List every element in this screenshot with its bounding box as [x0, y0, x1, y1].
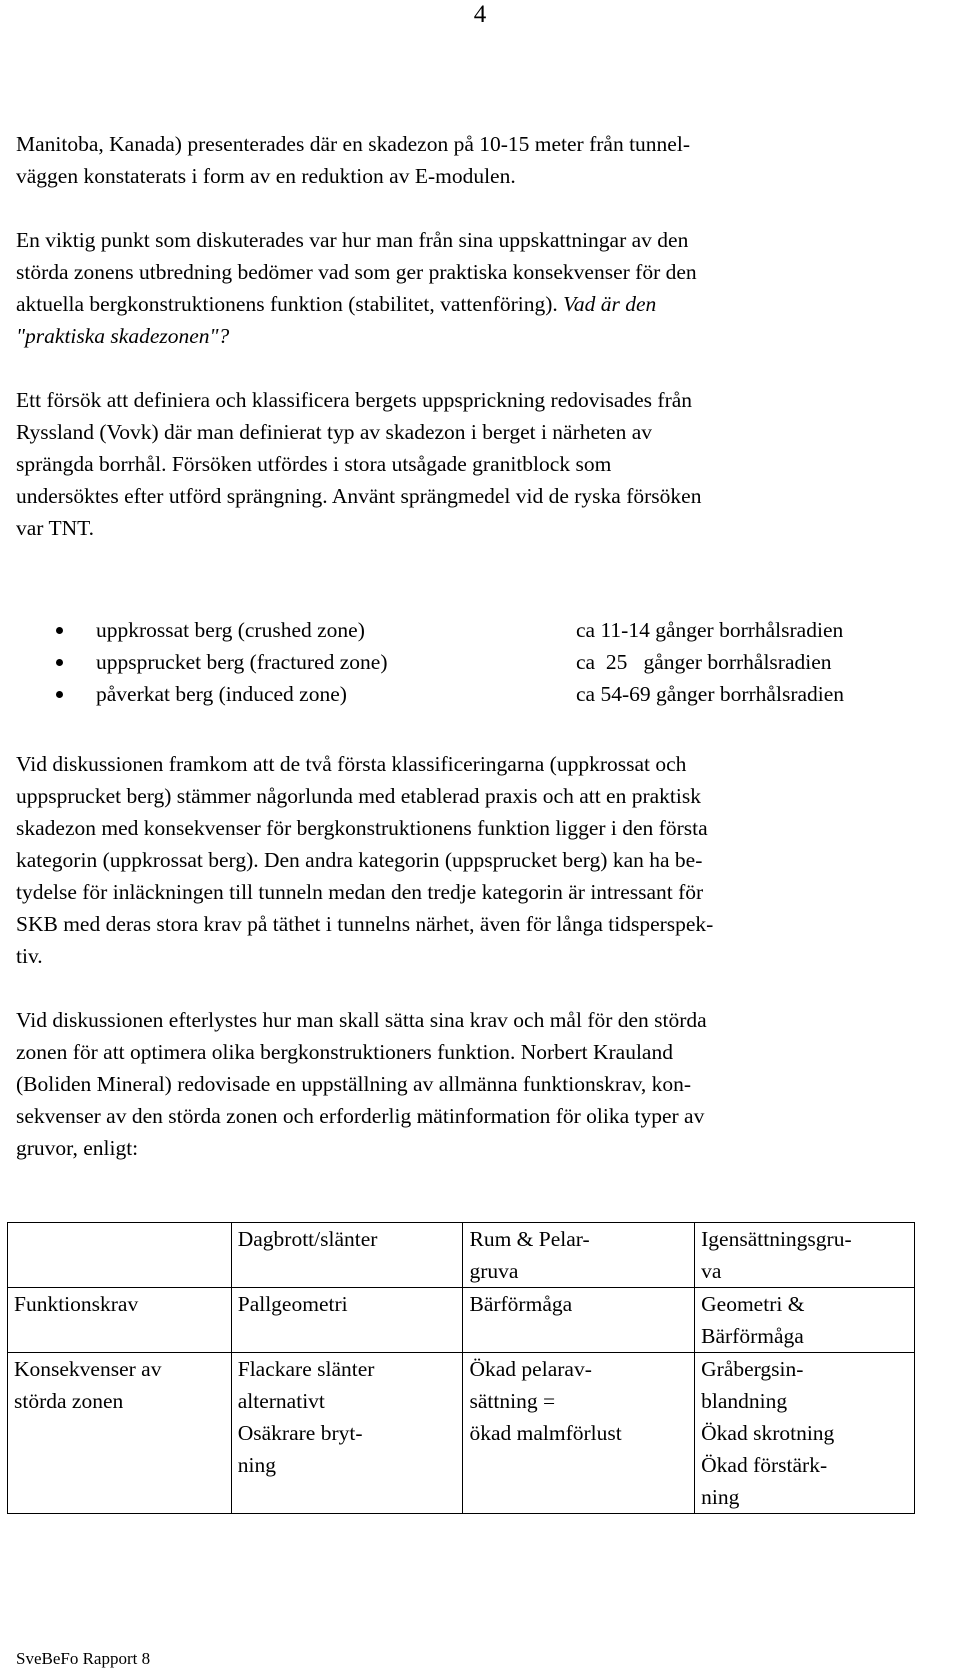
table-header-cell — [695, 1223, 915, 1288]
table-row — [8, 1223, 915, 1288]
bullet-icon — [56, 627, 63, 634]
table-cell — [231, 1353, 463, 1514]
cell-line: sättning = — [469, 1389, 556, 1413]
cell-line: Ökad förstärk- — [701, 1453, 828, 1477]
page-number: 4 — [473, 1, 487, 28]
text-line: zonen för att optimera olika bergkonstruktioners funktion. Norbert Krauland — [16, 1040, 673, 1064]
paragraph-praktiska-skadezonen — [16, 224, 936, 352]
report-footer: SveBeFo Rapport 8 — [16, 1649, 151, 1668]
cell-line: Funktionskrav — [14, 1292, 139, 1316]
cell-line: Flackare slänter — [237, 1357, 375, 1381]
cell-line: Geometri & — [701, 1292, 805, 1316]
text-line: sprängda borrhål. Försöken utfördes i stora utsågade granitblock som — [16, 452, 612, 476]
text-line: väggen konstaterats i form av en reduktion av E-modulen. — [16, 164, 516, 188]
cell-line: Pallgeometri — [237, 1292, 348, 1316]
text-line-body: aktuella bergkonstruktionens funktion (stabilitet, vattenföring). — [16, 292, 564, 316]
table-cell — [463, 1353, 695, 1514]
cell-line: Ökad skrotning — [701, 1421, 835, 1445]
text-line — [16, 320, 936, 352]
requirements-table — [7, 1222, 915, 1514]
cell-line: Bärförmåga — [701, 1324, 804, 1348]
italic-question-start: Vad är den — [563, 292, 657, 316]
cell-line: ökad malmförlust — [469, 1421, 622, 1445]
text-line: tiv. — [16, 944, 43, 968]
cell-line: Ökad pelarav- — [469, 1357, 592, 1381]
zone-name: uppsprucket berg (fractured zone) — [96, 650, 388, 674]
cell-line: Konsekvenser av — [14, 1357, 162, 1381]
cell-line: ning — [237, 1453, 276, 1477]
zone-value: ca 54-69 gånger borrhålsradien — [576, 682, 845, 706]
italic-question-end: "praktiska skadezonen"? — [16, 324, 230, 348]
text-line: Vid diskussionen framkom att de två första klassificeringarna (uppkrossat och — [16, 752, 687, 776]
paragraph-manitoba — [16, 128, 936, 192]
bullet-icon — [56, 691, 63, 698]
cell-line: alternativt — [237, 1389, 325, 1413]
cell-line: ning — [701, 1485, 740, 1509]
list-item — [16, 646, 946, 678]
text-line: tydelse för inläckningen till tunneln medan den tredje kategorin är intressant för — [16, 880, 704, 904]
text-line: skadezon med konsekvenser för bergkonstruktionens funktion ligger i den första — [16, 816, 708, 840]
table-header-cell — [463, 1223, 695, 1288]
text-line — [16, 288, 936, 320]
cell-line: gruva — [469, 1259, 519, 1283]
text-line: sekvenser av den störda zonen och erforderlig mätinformation för olika typer av — [16, 1104, 705, 1128]
zone-value: ca 11-14 gånger borrhålsradien — [576, 618, 844, 642]
text-line: störda zonens utbredning bedömer vad som ger praktiska konsekvenser för den — [16, 260, 697, 284]
cell-line: Gråbergsin- — [701, 1357, 804, 1381]
text-line: uppsprucket berg) stämmer någorlunda med etablerad praxis och att en praktisk — [16, 784, 701, 808]
list-item — [16, 678, 946, 710]
zone-list — [16, 614, 946, 710]
table-cell — [695, 1288, 915, 1353]
zone-name: uppkrossat berg (crushed zone) — [96, 618, 365, 642]
text-line: kategorin (uppkrossat berg). Den andra kategorin (uppsprucket berg) kan ha be- — [16, 848, 703, 872]
table-header-cell — [231, 1223, 463, 1288]
table-row-label — [8, 1353, 232, 1514]
text-line: En viktig punkt som diskuterades var hur man från sina uppskattningar av den — [16, 228, 689, 252]
zone-name: påverkat berg (induced zone) — [96, 682, 347, 706]
cell-line: Rum & Pelar- — [469, 1227, 590, 1251]
paragraph-diskussionen-efterlystes — [16, 1004, 936, 1164]
cell-line: Bärförmåga — [469, 1292, 573, 1316]
table-row — [8, 1353, 915, 1514]
text-line: gruvor, enligt: — [16, 1136, 139, 1160]
text-line: Ryssland (Vovk) där man definierat typ av skadezon i berget i närheten av — [16, 420, 652, 444]
zone-value: ca 25 gånger borrhålsradien — [576, 650, 832, 674]
text-line: (Boliden Mineral) redovisade en uppställning av allmänna funktionskrav, kon- — [16, 1072, 692, 1096]
text-line: undersöktes efter utförd sprängning. Använt sprängmedel vid de ryska försöken — [16, 484, 702, 508]
text-line: Ett försök att definiera och klassificera bergets uppsprickning redovisades från — [16, 388, 693, 412]
text-line: Vid diskussionen efterlystes hur man skall sätta sina krav och mål för den störda — [16, 1008, 707, 1032]
paragraph-ryssland-vovk — [16, 384, 936, 544]
bullet-icon — [56, 659, 63, 666]
cell-line: Igensättningsgru- — [701, 1227, 852, 1251]
table-cell — [463, 1288, 695, 1353]
cell-line: blandning — [701, 1389, 788, 1413]
table-row — [8, 1288, 915, 1353]
table-row-label — [8, 1288, 232, 1353]
cell-line: Osäkrare bryt- — [237, 1421, 363, 1445]
text-line: Manitoba, Kanada) presenterades där en skadezon på 10-15 meter från tunnel- — [16, 132, 690, 156]
cell-line: Dagbrott/slänter — [237, 1227, 378, 1251]
paragraph-diskussionen-framkom — [16, 748, 936, 972]
table-cell — [231, 1288, 463, 1353]
cell-line: störda zonen — [14, 1389, 124, 1413]
list-item — [16, 614, 946, 646]
text-line: SKB med deras stora krav på täthet i tunnelns närhet, även för långa tidsperspek- — [16, 912, 714, 936]
table-cell — [695, 1353, 915, 1514]
table-cell — [8, 1223, 232, 1288]
cell-line: va — [701, 1259, 722, 1283]
text-line: var TNT. — [16, 516, 95, 540]
